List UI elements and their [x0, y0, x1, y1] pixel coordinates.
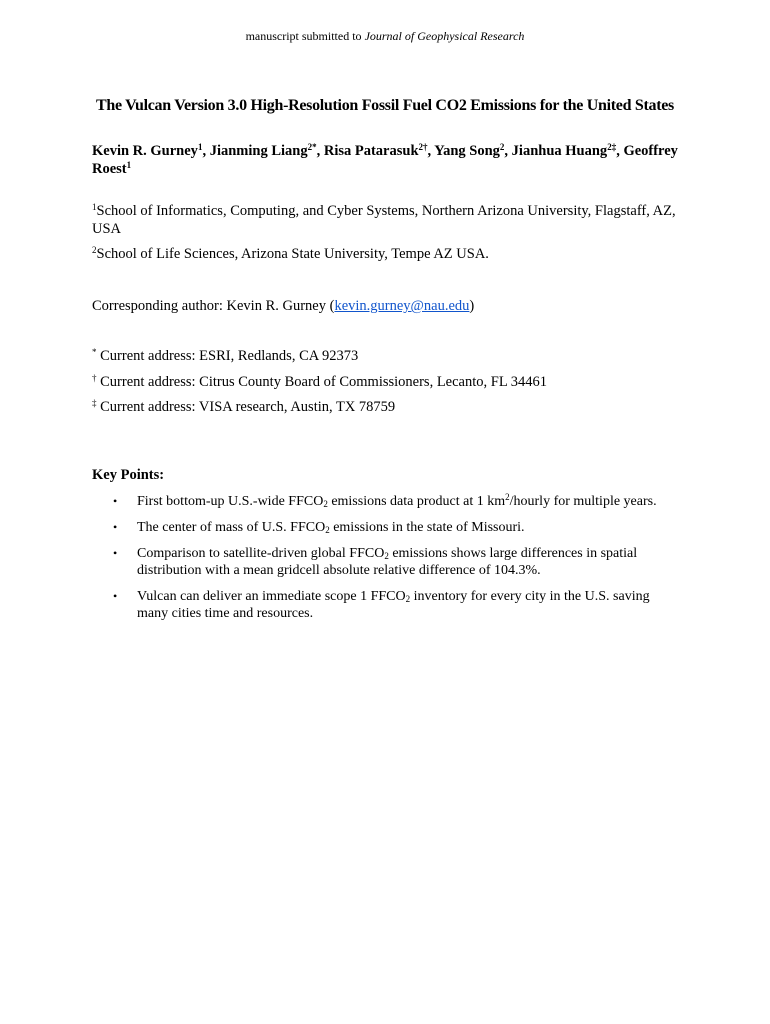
- author-affil-mark: 2†: [418, 142, 428, 152]
- author-separator: ,: [202, 143, 210, 159]
- subscript: 2: [384, 551, 389, 561]
- author-affil-mark: 2: [499, 142, 505, 152]
- author-separator: ,: [316, 143, 324, 159]
- key-point-text: emissions shows large differences in spatial distribution with a mean gridcell absolute relative difference of 104.3%.: [137, 546, 638, 578]
- key-point-text: Vulcan can deliver an immediate scope 1 FFCO: [137, 589, 406, 604]
- corresponding-label: Corresponding author: Kevin R. Gurney (: [92, 298, 335, 314]
- header-prefix: manuscript submitted to: [245, 29, 365, 43]
- author-separator: ,: [427, 143, 435, 159]
- key-point-text: Comparison to satellite-driven global FFCO: [137, 546, 385, 561]
- running-header: [0, 29, 770, 43]
- affiliation-text: School of Life Sciences, Arizona State University, Tempe AZ USA.: [96, 246, 489, 262]
- key-point-item: [0, 588, 667, 622]
- author-list: [92, 142, 678, 178]
- current-address-1: [92, 347, 682, 365]
- bullet-icon: •: [113, 494, 118, 508]
- key-points-heading: Key Points:: [92, 467, 165, 483]
- subscript: 2: [405, 594, 411, 604]
- author-name: Kevin R. Gurney: [92, 143, 198, 159]
- author-affil-mark: 2‡: [607, 142, 617, 152]
- author-name: Jianming Liang: [209, 143, 308, 159]
- subscript: 2: [323, 499, 328, 509]
- author-name: Jianhua Huang: [511, 143, 608, 159]
- author-affil-mark: 1: [197, 142, 203, 152]
- key-point-text: /hourly for multiple years.: [509, 494, 657, 509]
- key-point-item: [0, 545, 667, 579]
- superscript: 2: [505, 492, 510, 502]
- current-address-3: [92, 398, 682, 416]
- address-text: Current address: Citrus County Board of Commissioners, Lecanto, FL 34461: [96, 374, 548, 390]
- author-separator: ,: [616, 143, 624, 159]
- address-mark: *: [92, 347, 97, 357]
- key-point-item: [0, 519, 667, 536]
- author-name: Geoffrey Roest: [92, 143, 678, 177]
- address-mark: †: [92, 373, 97, 383]
- affiliation-text: School of Informatics, Computing, and Cyber Systems, Northern Arizona University, Flagstaff, AZ, USA: [92, 203, 676, 237]
- key-points-list: [0, 493, 770, 631]
- address-text: Current address: ESRI, Redlands, CA 92373: [96, 348, 359, 364]
- affiliation-2: [92, 245, 682, 263]
- author-affil-mark: 1: [126, 160, 132, 170]
- current-address-2: [92, 373, 682, 391]
- key-point-item: [0, 493, 667, 510]
- affiliation-number: 2: [92, 245, 97, 255]
- header-journal: Journal of Geophysical Research: [364, 29, 525, 43]
- bullet-icon: •: [113, 589, 118, 603]
- author-name: Risa Patarasuk: [323, 143, 419, 159]
- affiliation-1: [92, 202, 682, 238]
- key-point-text: emissions in the state of Missouri.: [329, 520, 525, 535]
- corresponding-email-link[interactable]: kevin.gurney@nau.edu: [334, 298, 470, 314]
- corresponding-close: ): [469, 298, 475, 314]
- author-affil-mark: 2*: [307, 142, 317, 152]
- bullet-icon: •: [113, 546, 118, 560]
- address-text: Current address: VISA research, Austin, TX 78759: [96, 399, 396, 415]
- affiliation-number: 1: [92, 202, 97, 212]
- subscript: 2: [325, 525, 330, 535]
- corresponding-author: [92, 297, 682, 315]
- address-mark: ‡: [92, 398, 97, 408]
- author-separator: ,: [504, 143, 512, 159]
- paper-title: The Vulcan Version 3.0 High-Resolution Fossil Fuel CO2 Emissions for the United States: [96, 97, 674, 114]
- key-point-text: emissions data product at 1 km: [327, 494, 506, 509]
- key-point-text: First bottom-up U.S.-wide FFCO: [137, 494, 324, 509]
- key-point-text: The center of mass of U.S. FFCO: [137, 520, 326, 535]
- bullet-icon: •: [113, 520, 118, 534]
- author-name: Yang Song: [434, 143, 500, 159]
- key-point-text: inventory for every city in the U.S. saving many cities time and resources.: [137, 589, 650, 621]
